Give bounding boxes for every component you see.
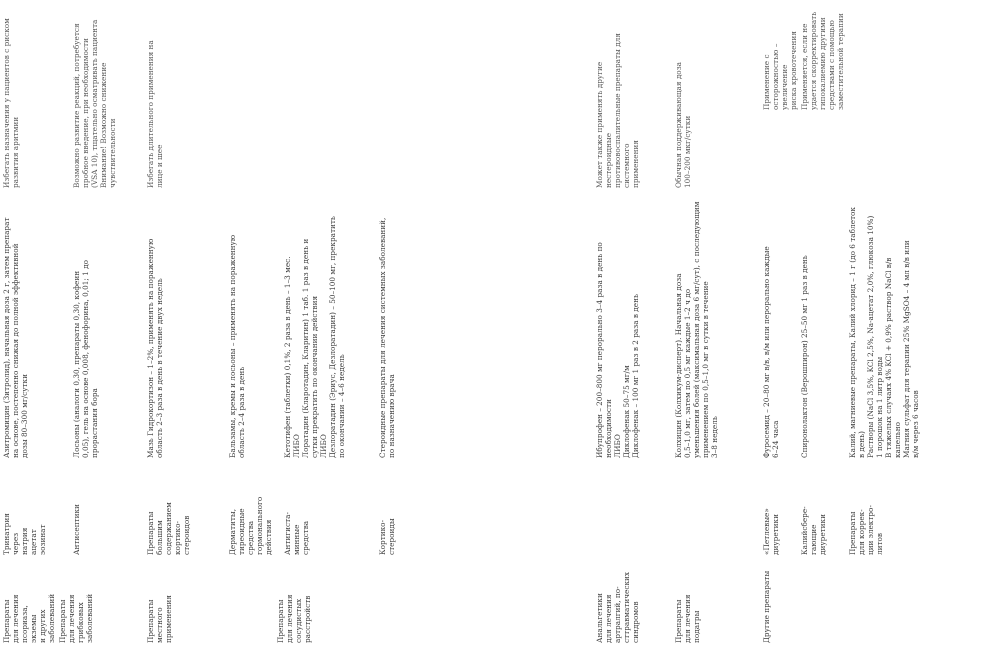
dosage-cell: Бальзамы, кремы и лосьоны – применять на пораженную область 2–4 раза в день	[228, 234, 246, 458]
subgroup-cell: Препараты для коррек- ции электро- литов	[848, 505, 884, 555]
dosage-cell: Мазь Гидрокортизон – 1–2%, применять на пораженную область 2–3 раза в день в течение двух недель	[146, 238, 164, 458]
dosage-cell: Калий, магниевые препараты, Калий хлорид – 1 г (до 6 таблеток в день) Растворы (NaCl 3,5%, KCl 2,5%, Na-ацетат 2,0%, глюкоза 10%) 1 порошок на 1 литр воды В тяжелых случаях 4% KCl + 0,9% раствор NaCl в/в капельно Магния сульфат для терапии 25% MgSO4 – 4 мл в/в или в/м через 6 часов	[848, 207, 920, 458]
subgroup-cell: Калийсбере- гающие диуретики	[800, 506, 827, 555]
notes-cell: Применяется, если не удается скорректировать гипокалиемию другими средствами с помощью заместительной терапии	[800, 11, 845, 110]
notes-cell: Обычная поддерживающая доза 100–200 мкг/сутки	[674, 61, 692, 188]
group-cell: Другие препараты	[762, 570, 771, 643]
notes-cell: Избегать назначения у пациентов с риском развития аритмии	[2, 18, 20, 188]
group-cell: Препараты для лечения сосудистых расстройств	[276, 594, 312, 643]
subgroup-cell: Антисептики	[72, 504, 81, 555]
notes-cell: Возможно развитие реакций, потребуется пробное введение, при необходимости (VSA 10), тщательно осматривать пациента Внимание! Возможно снижение чувствительности	[72, 19, 117, 188]
subgroup-cell: «Петлевые» диуретики	[762, 508, 780, 555]
group-cell: Препараты местного применения	[146, 595, 173, 643]
group-cell: Препараты для лечения подагры	[674, 594, 701, 643]
dosage-cell: Лосьоны (аналоги 0,30, препараты 0,30, кофеин 0,05), гель на основе 0,008, фенофорина, 0,01; 1 до прорастания бора	[72, 260, 99, 458]
group-cell: Препараты для лечения грибковых заболеваний	[58, 593, 94, 643]
subgroup-cell: Антигиста- минные средства	[283, 512, 310, 555]
subgroup-cell: Дерматиты, тиреоидные средства гормонального действия	[228, 496, 273, 555]
notes-cell: Может также применять другие нестероидные противовоспалительные препараты для системного применения	[595, 33, 640, 188]
dosage-cell: Ибупрофен – 200–800 мг перорально 3–4 раза в день по необходимости ЛИБО Диклофенак 50–75 мг/м Диклофенак – 100 мг 1 раз в 2 раза в день	[595, 242, 640, 458]
dosage-cell: Колхицин (Колхикум-дисперт). Начальная доза 0,5–1,0 мг, затем по 0,5 мг каждые 1–2 ч до уменьшения болей (максимальная доза 6 мг/сут), с последующим применением по 0,5–1,0 мг в сутки в течение 3–8 недель	[674, 201, 719, 458]
notes-cell: Избегать длительного применения на лице и шее	[146, 40, 164, 188]
notes-cell: Применение с осторожностью – увеличение риска кровотечения	[762, 31, 798, 110]
group-cell: Анальгетики для лечения артралгий, по- сттравматических синдромов	[595, 572, 640, 643]
dosage-cell: Азитромицин (Зитролид), начальная доза 2 г, затем препарат на основе, постепенно снижая до полной эффективной дозы 80–300 мг/сутки	[2, 217, 29, 458]
dosage-cell: Стероидные препараты для лечения системных заболеваний, по назначению врача	[378, 217, 396, 458]
subgroup-cell: Тринатрия через натрия ацетат эозинат	[2, 513, 47, 555]
dosage-cell: Кетотифен (таблетки) 0,1%, 2 раза в день – 1–3 мес. ЛИБО Лоратадин (Кларотадин, Кларитин) 1 таб. 1 раз в день и сутки прекратить по окончании действия ЛИБО Дезлоратадин (Эриус, Дезлоратадин) – 50–100 мг, прекратить по окончании – 4–6 недель	[283, 216, 346, 458]
subgroup-cell: Кортико- стероиды	[378, 518, 396, 555]
group-cell: Препараты для лечения псориаза, экземы и других заболеваний	[2, 593, 56, 643]
dosage-cell: Фуросемид – 20–80 мг в/в, в/м или перорально каждые 6–24 часа	[762, 246, 780, 458]
subgroup-cell: Препараты большим содержанием кортико- стероидов	[146, 502, 191, 555]
dosage-cell: Спиронолактон (Верошпирон) 25–50 мг 1 раз в день	[800, 255, 809, 458]
